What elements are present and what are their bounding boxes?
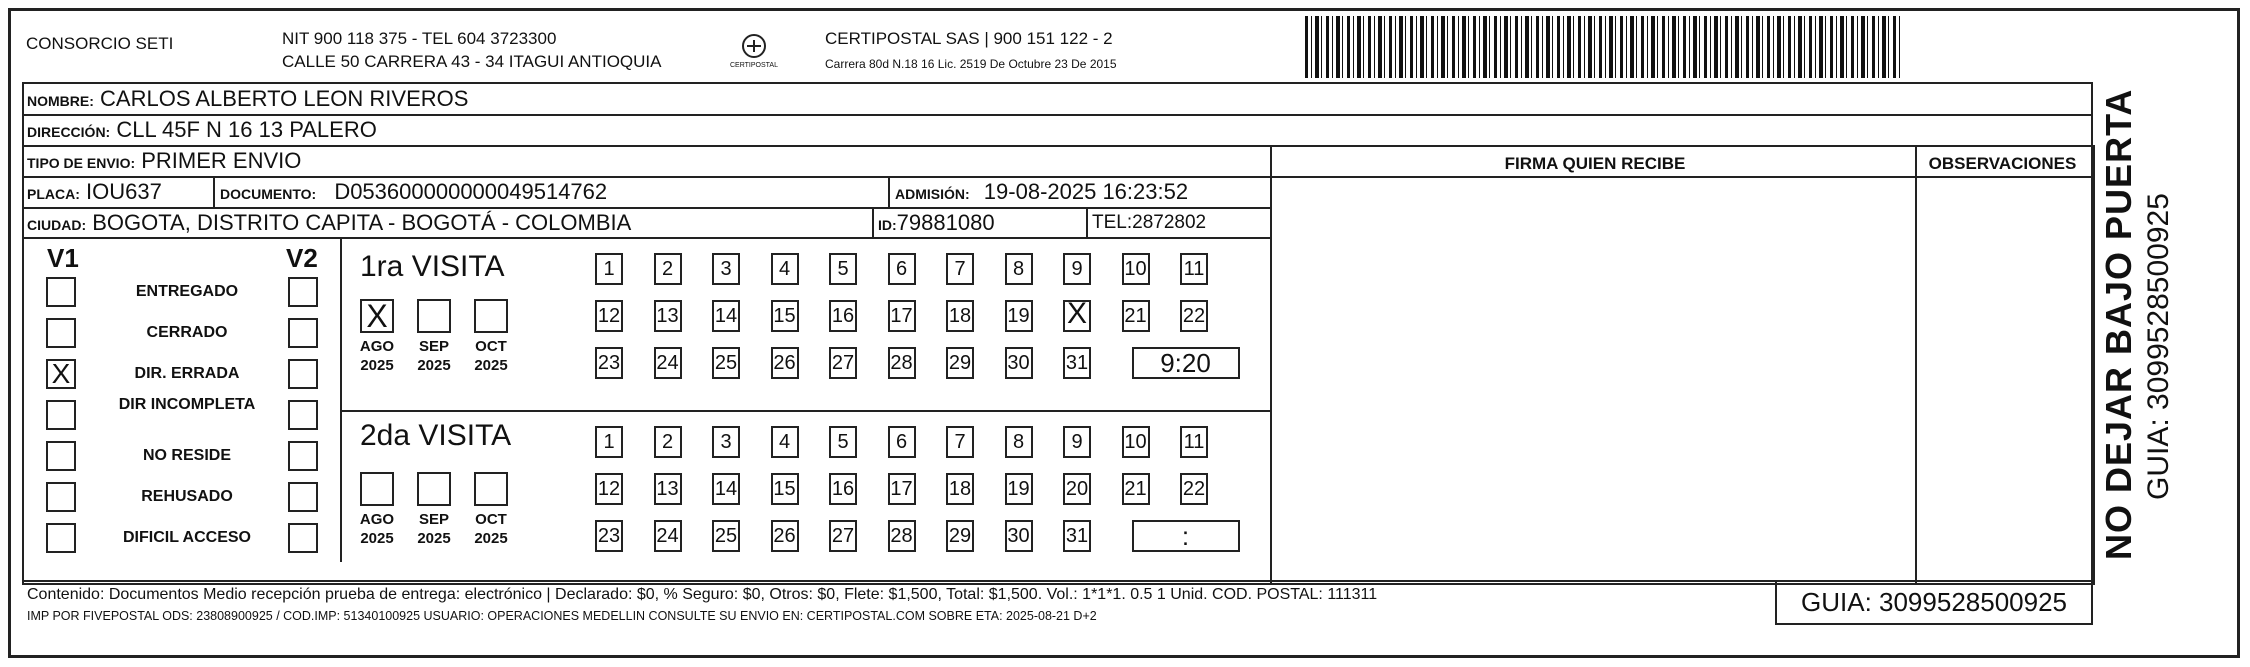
day-box[interactable]: 30 — [1005, 520, 1033, 552]
tipo-value: PRIMER ENVIO — [141, 148, 302, 173]
day-box[interactable]: 3 — [712, 253, 740, 285]
day-box[interactable]: 31 — [1063, 347, 1091, 379]
license-line: Carrera 80d N.18 16 Lic. 2519 De Octubre 23 De 2015 — [825, 57, 1117, 71]
year-label: 2025 — [417, 357, 451, 374]
tel-row — [1092, 212, 1206, 234]
day-box[interactable]: 24 — [654, 347, 682, 379]
placa-value: IOU637 — [86, 179, 162, 204]
month-checkbox[interactable] — [474, 299, 508, 333]
logo-text: CERTIPOSTAL — [730, 62, 778, 69]
day-box[interactable]: 16 — [829, 473, 857, 505]
divider — [1915, 145, 1917, 585]
divider — [22, 176, 2093, 178]
month-checkbox[interactable] — [360, 472, 394, 506]
day-box[interactable]: 12 — [595, 300, 623, 332]
second-visit-title: 2da VISITA — [360, 419, 512, 452]
address-line: CALLE 50 CARRERA 43 - 34 ITAGUI ANTIOQUIA — [282, 52, 662, 71]
placa-row — [27, 179, 162, 205]
day-box[interactable]: 28 — [888, 520, 916, 552]
day-box[interactable]: 2 — [654, 426, 682, 458]
day-box[interactable]: 19 — [1005, 473, 1033, 505]
day-box[interactable]: 5 — [829, 253, 857, 285]
divider — [888, 176, 890, 207]
year-label: 2025 — [474, 530, 508, 547]
month-checkbox[interactable]: X — [360, 299, 394, 333]
day-box[interactable]: 24 — [654, 520, 682, 552]
tipo-row — [27, 148, 301, 174]
day-box[interactable]: 26 — [771, 347, 799, 379]
admision-value: 19-08-2025 16:23:52 — [983, 179, 1189, 204]
day-box[interactable]: 23 — [595, 347, 623, 379]
day-box[interactable]: 16 — [829, 300, 857, 332]
tipo-label: TIPO DE ENVIO: — [27, 155, 136, 171]
imp-line: IMP POR FIVEPOSTAL ODS: 23808900925 / COD.IMP: 51340100925 USUARIO: OPERACIONES MEDELLIN CONSULTE SU ENVIO EN: CERTIPOSTAL.COM SOBRE ETA: 2025-08-21 D+2 — [27, 609, 1097, 623]
day-box[interactable]: 17 — [888, 473, 916, 505]
divider — [2093, 145, 2095, 585]
day-check-mark: X — [1066, 297, 1087, 330]
day-box[interactable]: 15 — [771, 300, 799, 332]
v2-label: V2 — [286, 243, 318, 273]
day-box[interactable]: 23 — [595, 520, 623, 552]
day-box[interactable]: 14 — [712, 300, 740, 332]
ciudad-value: BOGOTA, DISTRITO CAPITA - BOGOTÁ - COLOMBIA — [92, 210, 632, 235]
day-box[interactable]: 11 — [1180, 253, 1208, 285]
time-box[interactable]: 9:20 — [1132, 347, 1240, 379]
day-box[interactable]: 5 — [829, 426, 857, 458]
day-box[interactable]: 26 — [771, 520, 799, 552]
day-box[interactable]: 10 — [1122, 426, 1150, 458]
month-label: AGO — [359, 338, 395, 355]
day-box[interactable]: 6 — [888, 253, 916, 285]
observaciones-header: OBSERVACIONES — [1928, 154, 2077, 173]
day-box[interactable]: 3 — [712, 426, 740, 458]
day-box[interactable]: 7 — [946, 253, 974, 285]
status-option-label: DIFICIL ACCESO — [122, 529, 251, 546]
day-box[interactable]: 10 — [1122, 253, 1150, 285]
status-option-label: DIR. ERRADA — [134, 365, 240, 382]
month-checkbox[interactable] — [474, 472, 508, 506]
time-box[interactable]: : — [1132, 520, 1240, 552]
day-box[interactable]: 8 — [1005, 253, 1033, 285]
v2-checkbox[interactable] — [288, 277, 318, 307]
divider — [213, 176, 215, 207]
tel-value: 2872802 — [1132, 212, 1207, 233]
year-label: 2025 — [360, 530, 394, 547]
tel-label: TEL: — [1092, 212, 1133, 233]
no-dejar-text: NO DEJAR BAJO PUERTA — [2098, 88, 2139, 560]
divider — [872, 207, 874, 237]
day-box[interactable]: 11 — [1180, 426, 1208, 458]
admision-row — [895, 179, 1188, 205]
month-label: OCT — [475, 338, 507, 355]
divider — [340, 237, 342, 562]
day-box[interactable]: 15 — [771, 473, 799, 505]
v2-checkbox[interactable] — [288, 400, 318, 430]
divider — [340, 410, 1270, 412]
barcode — [1305, 16, 1900, 78]
nit-line: NIT 900 118 375 - TEL 604 3723300 — [282, 29, 557, 48]
side-guia-text: GUIA: 3099528500925 — [2142, 193, 2175, 500]
status-option-label: REHUSADO — [141, 488, 233, 505]
v2-checkbox[interactable] — [288, 482, 318, 512]
id-label: ID: — [878, 217, 897, 233]
day-box[interactable]: 20 — [1063, 473, 1091, 505]
day-box[interactable]: 21 — [1122, 300, 1150, 332]
day-box[interactable]: 25 — [712, 520, 740, 552]
year-label: 2025 — [360, 357, 394, 374]
month-checkbox[interactable] — [417, 472, 451, 506]
v2-checkbox[interactable] — [288, 359, 318, 389]
status-option-label: CERRADO — [146, 324, 228, 341]
year-label: 2025 — [417, 530, 451, 547]
divider — [22, 114, 2093, 116]
month-label: SEP — [418, 338, 449, 355]
day-box[interactable]: 14 — [712, 473, 740, 505]
certipostal-logo — [730, 30, 778, 76]
status-option-label: NO RESIDE — [142, 447, 231, 464]
first-visit-title: 1ra VISITA — [360, 250, 505, 283]
v2-checkbox[interactable] — [288, 318, 318, 348]
company-name: CONSORCIO SETI — [26, 34, 174, 53]
day-box[interactable]: 13 — [654, 473, 682, 505]
day-box[interactable]: 17 — [888, 300, 916, 332]
nombre-label: NOMBRE: — [27, 93, 94, 109]
day-box[interactable]: 29 — [946, 347, 974, 379]
divider — [1270, 145, 1272, 585]
day-box[interactable]: 7 — [946, 426, 974, 458]
v2-checkbox[interactable] — [288, 523, 318, 553]
ciudad-row — [27, 210, 631, 236]
day-box[interactable]: 28 — [888, 347, 916, 379]
year-label: 2025 — [474, 357, 508, 374]
day-box[interactable]: 22 — [1180, 473, 1208, 505]
day-box[interactable]: 8 — [1005, 426, 1033, 458]
admision-label: ADMISIÓN: — [895, 186, 970, 202]
day-box[interactable]: 4 — [771, 426, 799, 458]
id-value: 79881080 — [896, 210, 995, 235]
day-box[interactable]: 31 — [1063, 520, 1091, 552]
month-label: OCT — [475, 511, 507, 528]
day-box[interactable]: 22 — [1180, 300, 1208, 332]
documento-label: DOCUMENTO: — [220, 186, 317, 202]
day-box[interactable]: 30 — [1005, 347, 1033, 379]
id-row — [878, 210, 995, 236]
day-box[interactable]: 1 — [595, 426, 623, 458]
status-option-label: ENTREGADO — [135, 283, 239, 300]
v1-checkbox[interactable] — [46, 277, 76, 307]
day-box[interactable]: 9 — [1063, 253, 1091, 285]
day-box[interactable]: 4 — [771, 253, 799, 285]
day-box[interactable]: 27 — [829, 347, 857, 379]
direccion-value: CLL 45F N 16 13 PALERO — [116, 117, 377, 142]
contenido-text: Contenido: Documentos Medio recepción prueba de entrega: electrónico | Declarado: $0, % Seguro: $0, Otros: $0, Flete: $1,500, Total: $1,500. Vol.: 1*1*1. 0.5 1 Unid. COD. POSTAL: 111311 — [27, 586, 1378, 603]
day-box[interactable]: 2 — [654, 253, 682, 285]
divider — [1086, 207, 1088, 237]
day-box[interactable]: 27 — [829, 520, 857, 552]
v1-checkbox[interactable] — [46, 400, 76, 430]
nombre-row — [27, 86, 468, 112]
v1-checkbox[interactable] — [46, 441, 76, 471]
divider — [22, 145, 2093, 147]
day-box[interactable]: 1 — [595, 253, 623, 285]
v1-label: V1 — [47, 243, 79, 273]
day-box[interactable]: 29 — [946, 520, 974, 552]
divider — [22, 237, 1272, 239]
v1-checkbox[interactable] — [46, 318, 76, 348]
day-box[interactable]: 21 — [1122, 473, 1150, 505]
month-label: AGO — [359, 511, 395, 528]
day-box[interactable]: 13 — [654, 300, 682, 332]
v1-checkbox[interactable]: X — [46, 359, 76, 389]
nombre-value: CARLOS ALBERTO LEON RIVEROS — [100, 86, 469, 111]
day-box[interactable]: 19 — [1005, 300, 1033, 332]
divider — [22, 207, 1272, 209]
day-box[interactable]: 9 — [1063, 426, 1091, 458]
v1-checkbox[interactable] — [46, 523, 76, 553]
ciudad-label: CIUDAD: — [27, 217, 87, 233]
day-box[interactable]: 6 — [888, 426, 916, 458]
documento-row — [220, 179, 607, 205]
certipostal-line: CERTIPOSTAL SAS | 900 151 122 - 2 — [825, 29, 1113, 48]
day-box[interactable]: 12 — [595, 473, 623, 505]
v1-checkbox[interactable] — [46, 482, 76, 512]
day-box[interactable]: 25 — [712, 347, 740, 379]
day-box[interactable] — [1063, 297, 1091, 332]
documento-value: D053600000000049514762 — [334, 179, 608, 204]
direccion-row — [27, 117, 377, 143]
placa-label: PLACA: — [27, 186, 80, 202]
month-checkbox[interactable] — [417, 299, 451, 333]
status-option-label: DIR INCOMPLETA — [118, 396, 256, 413]
guia-box: GUIA: 3099528500925 — [1775, 580, 2093, 625]
month-label: SEP — [418, 511, 449, 528]
direccion-label: DIRECCIÓN: — [27, 124, 111, 140]
v2-checkbox[interactable] — [288, 441, 318, 471]
day-box[interactable]: 18 — [946, 300, 974, 332]
firma-header: FIRMA QUIEN RECIBE — [1504, 154, 1686, 173]
day-box[interactable]: 18 — [946, 473, 974, 505]
